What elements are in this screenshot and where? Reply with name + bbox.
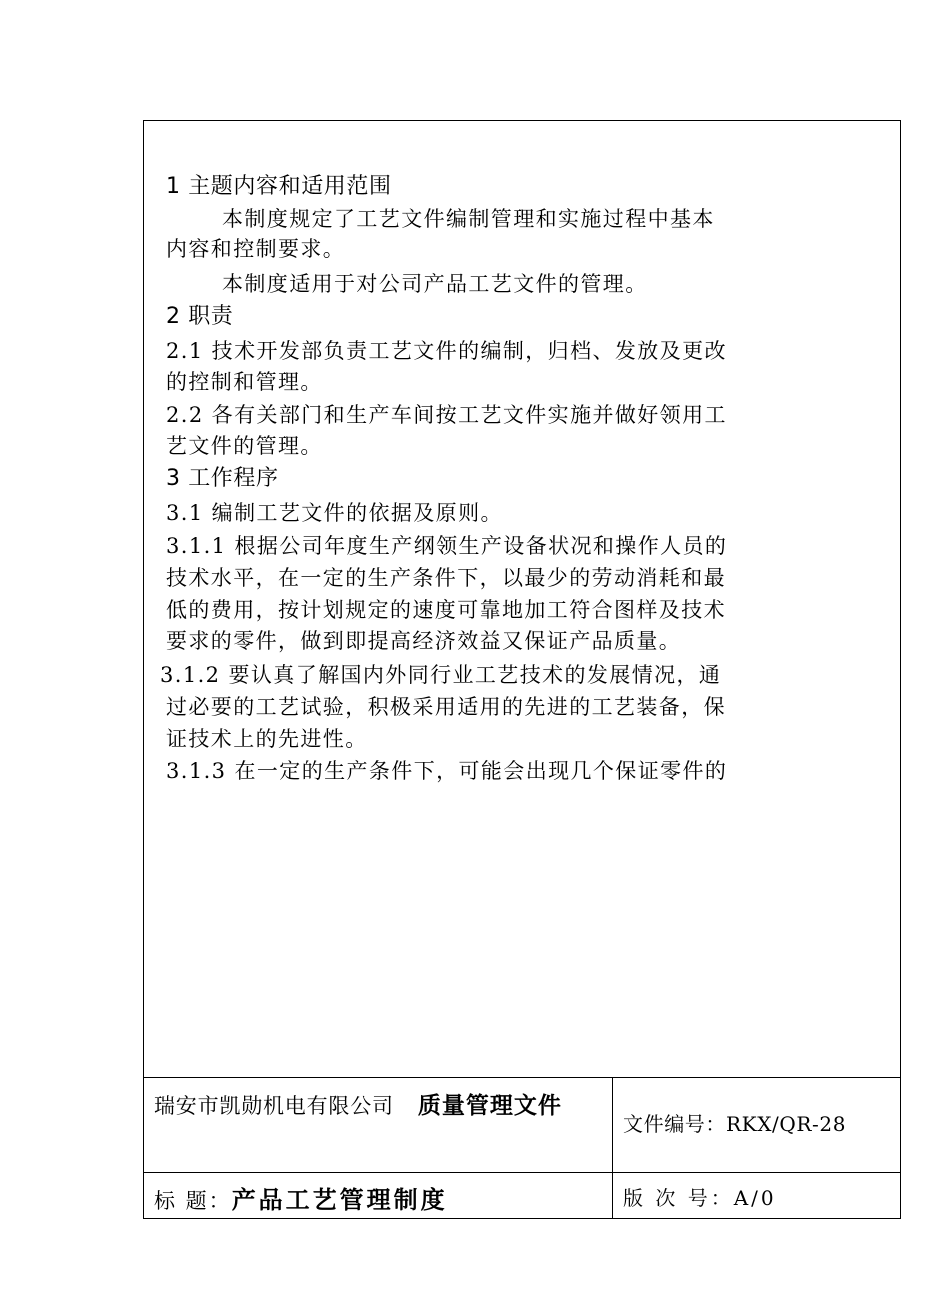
section-1-paragraph-1-line-1: 本制度规定了工艺文件编制管理和实施过程中基本	[222, 207, 715, 231]
section-3-1-2-line-1: 3.1.2 要认真了解国内外同行业工艺技术的发展情况，通	[160, 663, 722, 687]
section-3-1-1-line-3: 低的费用，按计划规定的速度可靠地加工符合图样及技术	[166, 598, 726, 622]
title-label: 标 题：	[154, 1189, 232, 1213]
footer-title-text	[154, 1180, 448, 1215]
section-3-1-1-line-1: 3.1.1 根据公司年度生产纲领生产设备状况和操作人员的	[166, 534, 728, 558]
document-body	[144, 121, 900, 1077]
company-name: 瑞安市凯勋机电有限公司	[154, 1094, 394, 1118]
section-1-heading: 1 主题内容和适用范围	[166, 174, 392, 199]
section-3-1-2-line-2: 过必要的工艺试验，积极采用适用的先进的工艺装备，保	[166, 695, 726, 719]
section-3-heading: 3 工作程序	[166, 466, 279, 491]
section-3-1-2-line-3: 证技术上的先进性。	[166, 727, 368, 751]
section-3-1-3-line-1: 3.1.3 在一定的生产条件下，可能会出现几个保证零件的	[166, 759, 728, 783]
section-3-1-1-line-4: 要求的零件，做到即提高经济效益又保证产品质量。	[166, 629, 682, 653]
footer-doc-number-cell	[613, 1078, 900, 1173]
version-number: 版 次 号：A/0	[623, 1186, 777, 1210]
footer-title-cell	[144, 1173, 613, 1219]
section-3-1: 3.1 编制工艺文件的依据及原则。	[166, 501, 503, 525]
section-2-2-line-1: 2.2 各有关部门和生产车间按工艺文件实施并做好领用工	[166, 403, 727, 427]
section-2-heading: 2 职责	[166, 304, 234, 329]
document-title: 产品工艺管理制度	[231, 1186, 448, 1214]
footer-company-text	[154, 1084, 606, 1128]
document-frame	[143, 120, 901, 1219]
document-type: 质量管理文件	[417, 1093, 562, 1119]
section-2-1-line-2: 的控制和管理。	[166, 370, 323, 394]
section-3-1-1-line-2: 技术水平，在一定的生产条件下，以最少的劳动消耗和最	[166, 566, 726, 590]
document-number: 文件编号：RKX/QR-28	[623, 1112, 847, 1136]
footer-company-cell	[144, 1078, 613, 1173]
section-2-2-line-2: 艺文件的管理。	[166, 434, 323, 458]
section-1-paragraph-2: 本制度适用于对公司产品工艺文件的管理。	[222, 272, 648, 296]
section-2-1-line-1: 2.1 技术开发部负责工艺文件的编制，归档、发放及更改	[166, 339, 727, 363]
section-1-paragraph-1-line-2: 内容和控制要求。	[166, 237, 346, 261]
document-footer-table	[144, 1077, 900, 1218]
footer-version-cell	[613, 1173, 900, 1219]
